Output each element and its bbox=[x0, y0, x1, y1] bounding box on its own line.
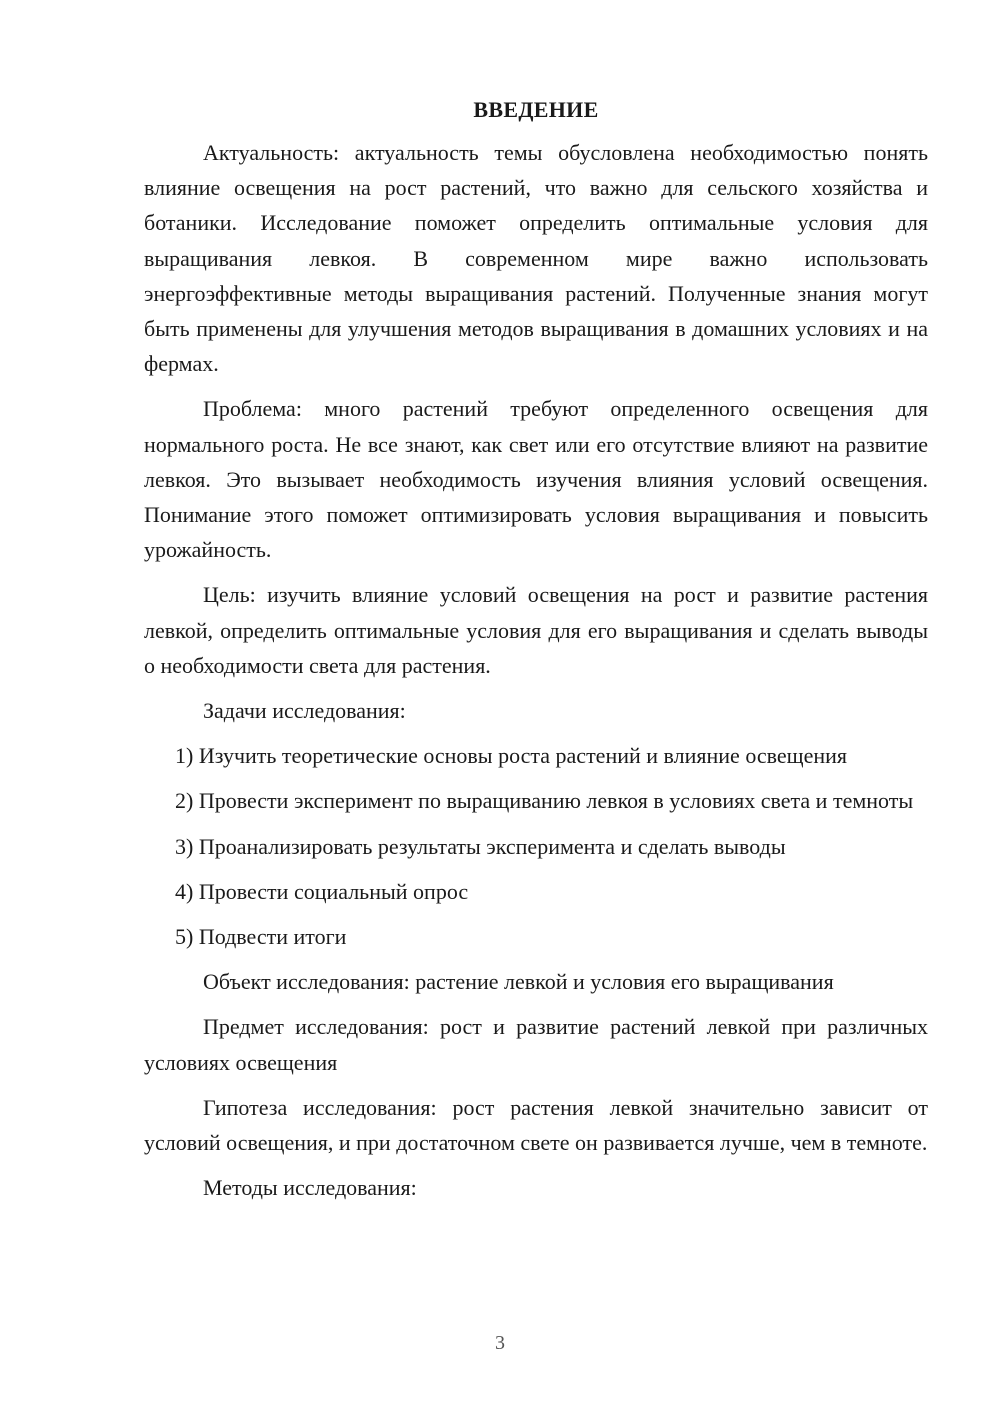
task-item-5: 5) Подвести итоги bbox=[175, 924, 347, 950]
task-item-1: 1) Изучить теоретические основы роста растений и влияние освещения bbox=[175, 743, 848, 769]
task-item-3: 3) Проанализировать результаты эксперимента и сделать выводы bbox=[175, 833, 786, 859]
paragraph-hypothesis: Гипотеза исследования: рост растения левкой значительно зависит от условий освещения, и при достаточном свете он развивается лучше, чем в темноте. bbox=[144, 1094, 928, 1156]
paragraph-subject: Предмет исследования: рост и развитие растений левкой при различных условиях освещения bbox=[144, 1014, 928, 1075]
tasks-heading: Задачи исследования: bbox=[203, 698, 406, 724]
section-title: ВВЕДЕНИЕ bbox=[473, 97, 599, 122]
task-item-2: 2) Провести эксперимент по выращиванию левкоя в условиях света и темноты bbox=[175, 788, 914, 814]
paragraph-problem: Проблема: много растений требуют определенного освещения для нормального роста. Не все знают, как свет или его отсутствие влияют на развитие левкоя. Это вызывает необходимость изучения влияния условий освещения. Понимание этого поможет оптимизировать условия выращивания и повысить урожайность. bbox=[144, 396, 928, 563]
task-item-4: 4) Провести социальный опрос bbox=[175, 878, 469, 904]
paragraph-object: Объект исследования: растение левкой и условия его выращивания bbox=[203, 969, 834, 995]
paragraph-relevance: Актуальность: актуальность темы обусловлена необходимостью понять влияние освещения на рост растений, что важно для сельского хозяйства и ботаники. Исследование поможет определить оптимальные условия для выращивания левкоя. В современном мире важно использовать энергоэффективные методы выращивания растений. Полученные знания могут быть применены для улучшения методов выращивания в домашних условиях и на фермах. bbox=[144, 140, 928, 377]
document-page bbox=[144, 92, 928, 1215]
paragraph-goal: Цель: изучить влияние условий освещения на рост и развитие растения левкой, определить оптимальные условия для его выращивания и сделать выводы о необходимости света для растения. bbox=[144, 582, 928, 678]
methods-heading: Методы исследования: bbox=[203, 1175, 417, 1201]
page-number: 3 bbox=[495, 1332, 505, 1354]
